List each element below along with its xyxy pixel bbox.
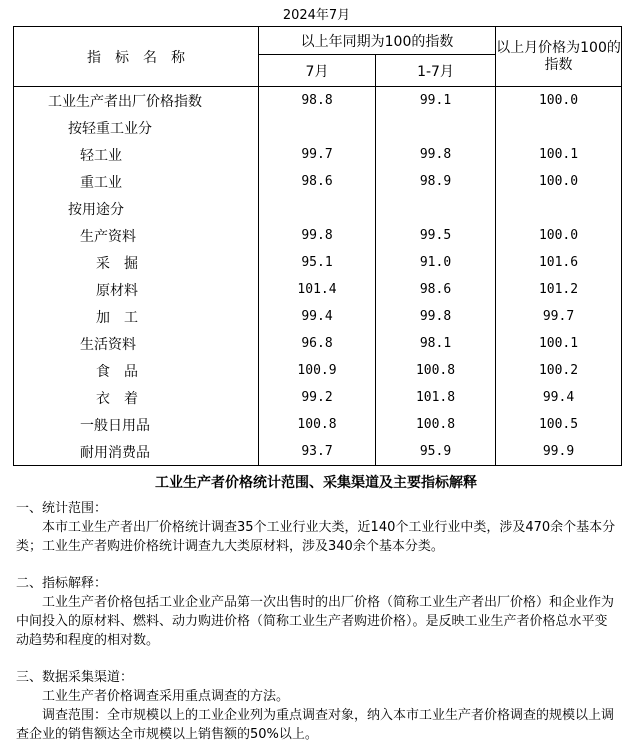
section-2-heading: 二、指标解释： xyxy=(16,576,108,591)
value-ytd xyxy=(376,114,496,141)
notes-title: 工业生产者价格统计范围、采集渠道及主要指标解释 xyxy=(155,475,477,491)
table-row xyxy=(14,384,622,411)
section-1-heading: 一、统计范围： xyxy=(16,501,108,516)
value-ytd: 99.8 xyxy=(376,141,496,168)
header-ytd: 1-7月 xyxy=(376,55,496,87)
table-row xyxy=(14,276,622,303)
value-ytd: 99.1 xyxy=(376,87,496,115)
value-prev-month: 100.1 xyxy=(496,330,622,357)
section-2-text: 工业生产者价格包括工业企业产品第一次出售时的出厂价格（简称工业生产者出厂价格）和企业作为中间投入的原材料、燃料、动力购进价格（简称工业生产者购进价格）。是反映工业生产者价格总水平变动趋势和程度的相对数。 xyxy=(16,595,615,648)
value-prev-month: 100.5 xyxy=(496,411,622,438)
value-prev-month xyxy=(496,114,622,141)
value-ytd: 101.8 xyxy=(376,384,496,411)
value-ytd: 100.8 xyxy=(376,411,496,438)
section-3-text-2: 调查范围：全市规模以上的工业企业列为重点调查对象，纳入本市工业生产者价格调查的规模以上调查企业的销售额达全市规模以上销售额的50%以上。 xyxy=(16,708,615,742)
value-ytd: 98.1 xyxy=(376,330,496,357)
value-ytd: 100.8 xyxy=(376,357,496,384)
value-prev-month: 100.0 xyxy=(496,87,622,115)
header-indicator: 指 标 名 称 xyxy=(14,27,259,87)
value-ytd xyxy=(376,195,496,222)
row-name: 轻工业 xyxy=(14,141,259,168)
value-month: 101.4 xyxy=(259,276,376,303)
value-prev-month: 100.0 xyxy=(496,168,622,195)
report-date: 2024年7月 xyxy=(282,8,351,23)
row-name: 采 掘 xyxy=(14,249,259,276)
value-prev-month xyxy=(496,195,622,222)
notes-section xyxy=(16,474,616,744)
value-month: 96.8 xyxy=(259,330,376,357)
table-row xyxy=(14,330,622,357)
header-prev-year-group: 以上年同期为100的指数 xyxy=(259,27,496,55)
value-ytd: 95.9 xyxy=(376,438,496,466)
value-prev-month: 101.2 xyxy=(496,276,622,303)
section-1-text: 本市工业生产者出厂价格统计调查35个工业行业大类，近140个工业行业中类，涉及470余个基本分类；工业生产者购进价格统计调查九大类原材料，涉及340余个基本分类。 xyxy=(16,520,616,554)
value-month: 99.7 xyxy=(259,141,376,168)
row-name: 耐用消费品 xyxy=(14,438,259,466)
table-row xyxy=(14,222,622,249)
value-month: 99.4 xyxy=(259,303,376,330)
value-ytd: 98.9 xyxy=(376,168,496,195)
table-row xyxy=(14,303,622,330)
table-row xyxy=(14,87,622,115)
value-prev-month: 100.1 xyxy=(496,141,622,168)
value-prev-month: 99.4 xyxy=(496,384,622,411)
row-name: 重工业 xyxy=(14,168,259,195)
value-ytd: 91.0 xyxy=(376,249,496,276)
value-prev-month: 101.6 xyxy=(496,249,622,276)
row-name: 生产资料 xyxy=(14,222,259,249)
table-row xyxy=(14,357,622,384)
table-row xyxy=(14,168,622,195)
row-name: 衣 着 xyxy=(14,384,259,411)
row-name: 工业生产者出厂价格指数 xyxy=(14,87,259,115)
row-name: 原材料 xyxy=(14,276,259,303)
value-ytd: 99.5 xyxy=(376,222,496,249)
value-month: 93.7 xyxy=(259,438,376,466)
row-name: 一般日用品 xyxy=(14,411,259,438)
value-month: 99.8 xyxy=(259,222,376,249)
value-month xyxy=(259,114,376,141)
row-name: 生活资料 xyxy=(14,330,259,357)
value-ytd: 98.6 xyxy=(376,276,496,303)
table-row xyxy=(14,195,622,222)
value-ytd: 99.8 xyxy=(376,303,496,330)
table-row xyxy=(14,114,622,141)
value-month: 100.9 xyxy=(259,357,376,384)
header-month: 7月 xyxy=(259,55,376,87)
value-month: 99.2 xyxy=(259,384,376,411)
row-name: 食 品 xyxy=(14,357,259,384)
value-prev-month: 100.0 xyxy=(496,222,622,249)
header-prev-month: 以上月价格为100的指数 xyxy=(496,27,622,87)
row-name: 按轻重工业分 xyxy=(14,114,259,141)
value-month: 95.1 xyxy=(259,249,376,276)
table-row xyxy=(14,411,622,438)
row-name: 按用途分 xyxy=(14,195,259,222)
value-prev-month: 99.9 xyxy=(496,438,622,466)
value-prev-month: 100.2 xyxy=(496,357,622,384)
table-row xyxy=(14,249,622,276)
table-row xyxy=(14,141,622,168)
row-name: 加 工 xyxy=(14,303,259,330)
value-month: 100.8 xyxy=(259,411,376,438)
value-month: 98.6 xyxy=(259,168,376,195)
value-prev-month: 99.7 xyxy=(496,303,622,330)
section-3-text-1: 工业生产者价格调查采用重点调查的方法。 xyxy=(42,689,290,704)
table-body xyxy=(14,87,622,466)
section-3-heading: 三、数据采集渠道： xyxy=(16,670,134,685)
table-row xyxy=(14,438,622,466)
value-month xyxy=(259,195,376,222)
price-index-table xyxy=(13,26,622,466)
value-month: 98.8 xyxy=(259,87,376,115)
